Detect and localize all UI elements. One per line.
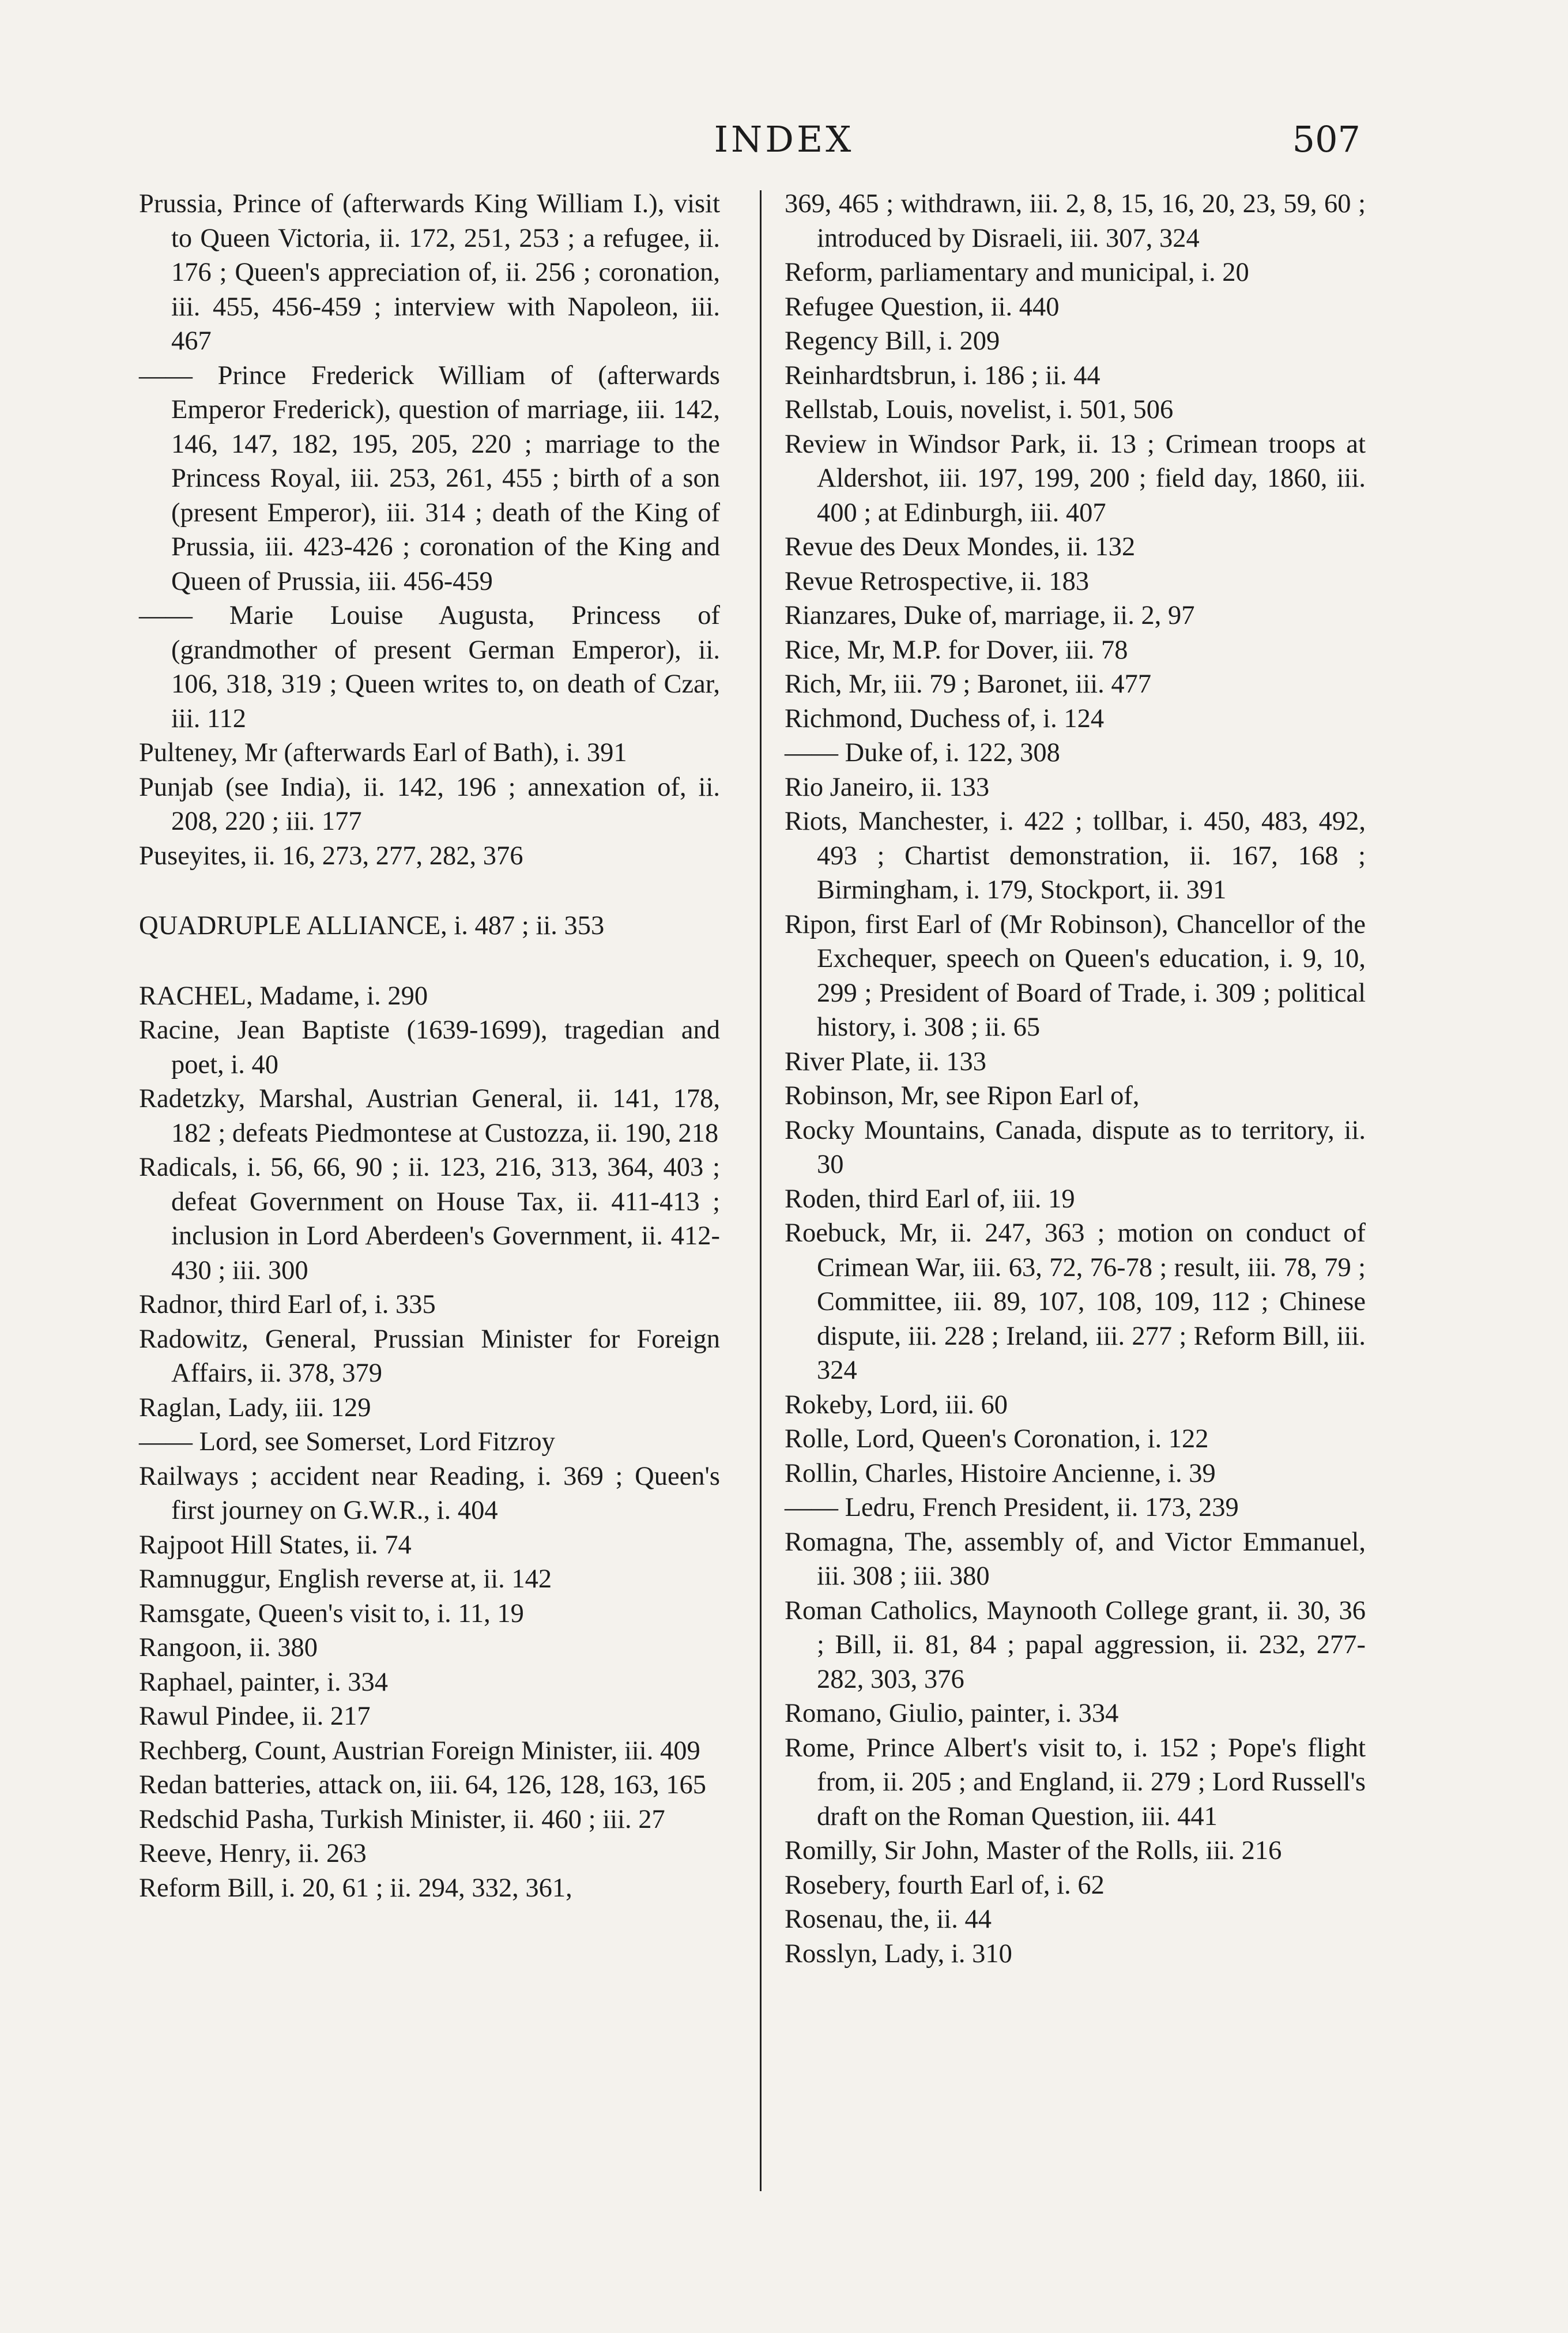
index-entry: Puseyites, ii. 16, 273, 277, 282, 376 xyxy=(139,841,523,871)
index-entry: Punjab (see India), ii. 142, 196 ; annexation of, ii. 208, 220 ; iii. 177 xyxy=(139,772,720,836)
page-number: 507 xyxy=(1292,118,1360,160)
index-entry: Rawul Pindee, ii. 217 xyxy=(139,1702,371,1731)
index-entry: Riots, Manchester, i. 422 ; tollbar, i. 450, 483, 492, 493 ; Chartist demonstration, ii. 167, 168 ; Birmingham, i. 179, Stockport, ii. 391 xyxy=(785,807,1366,905)
index-entry: Rollin, Charles, Histoire Ancienne, i. 39 xyxy=(785,1458,1216,1488)
index-entry: —— Duke of, i. 122, 308 xyxy=(785,738,1060,767)
index-entry: Radnor, third Earl of, i. 335 xyxy=(139,1290,436,1319)
index-entry: Rellstab, Louis, novelist, i. 501, 506 xyxy=(785,395,1174,424)
section-gap xyxy=(139,943,720,979)
index-entry: Reform, parliamentary and municipal, i. 20 xyxy=(785,258,1249,287)
index-entry: Radicals, i. 56, 66, 90 ; ii. 123, 216, 313, 364, 403 ; defeat Government on House Tax, ii. 411-413 ; inclusion in Lord Aberdeen's Government, ii. 412-430 ; iii. 300 xyxy=(139,1153,720,1285)
index-entry: Revue des Deux Mondes, ii. 132 xyxy=(785,532,1136,562)
index-entry: —— Prince Frederick William of (afterwards Emperor Frederick), question of marriage, iii. 142, 146, 147, 182, 195, 205, 220 ; marriage to the Princess Royal, iii. 253, 261, 455 ; birth of a son (present Emperor), iii. 314 ; death of the King of Prussia, iii. 423-426 ; coronation of the King and Queen of Prussia, iii. 456-459 xyxy=(139,360,720,596)
index-entry: Rich, Mr, iii. 79 ; Baronet, iii. 477 xyxy=(785,669,1152,699)
index-entry: Revue Retrospective, ii. 183 xyxy=(785,566,1090,596)
index-entry: Rice, Mr, M.P. for Dover, iii. 78 xyxy=(785,635,1128,665)
index-entry: —— Ledru, French President, ii. 173, 239 xyxy=(785,1493,1239,1522)
index-entry: Railways ; accident near Reading, i. 369 ; Queen's first journey on G.W.R., i. 404 xyxy=(139,1461,720,1525)
index-entry: Rocky Mountains, Canada, dispute as to territory, ii. 30 xyxy=(785,1115,1366,1179)
index-entry: Racine, Jean Baptiste (1639-1699), tragedian and poet, i. 40 xyxy=(139,1015,720,1079)
index-entry: Roden, third Earl of, iii. 19 xyxy=(785,1184,1075,1214)
index-entry: Review in Windsor Park, ii. 13 ; Crimean troops at Aldershot, iii. 197, 199, 200 ; field day, 1860, iii. 400 ; at Edinburgh, iii. 407 xyxy=(785,429,1366,528)
index-entry: Reform Bill, i. 20, 61 ; ii. 294, 332, 361, xyxy=(139,1873,572,1903)
index-entry: Radowitz, General, Prussian Minister for Foreign Affairs, ii. 378, 379 xyxy=(139,1324,720,1388)
index-entry: Rianzares, Duke of, marriage, ii. 2, 97 xyxy=(785,601,1195,630)
index-entry: QUADRUPLE ALLIANCE, i. 487 ; ii. 353 xyxy=(139,911,605,940)
index-entry: Refugee Question, ii. 440 xyxy=(785,292,1060,322)
index-entry: Reeve, Henry, ii. 263 xyxy=(139,1839,367,1868)
index-entry: Raphael, painter, i. 334 xyxy=(139,1667,389,1697)
index-entry: —— Marie Louise Augusta, Princess of (grandmother of present German Emperor), ii. 106, 318, 319 ; Queen writes to, on death of Czar, iii. 112 xyxy=(139,601,720,733)
index-entry: River Plate, ii. 133 xyxy=(785,1047,986,1077)
index-entry: 369, 465 ; withdrawn, iii. 2, 8, 15, 16, 20, 23, 59, 60 ; introduced by Disraeli, iii. 307, 324 xyxy=(785,189,1366,253)
index-entry: Rosenau, the, ii. 44 xyxy=(785,1905,992,1934)
index-entry: Romagna, The, assembly of, and Victor Emmanuel, iii. 308 ; iii. 380 xyxy=(785,1527,1366,1591)
index-entry: Rome, Prince Albert's visit to, i. 152 ; Pope's flight from, ii. 205 ; and England, ii. 279 ; Lord Russell's draft on the Roman Question, iii. 441 xyxy=(785,1733,1366,1831)
index-entry: Ripon, first Earl of (Mr Robinson), Chancellor of the Exchequer, speech on Queen's education, i. 9, 10, 299 ; President of Board of Trade, i. 309 ; political history, i. 308 ; ii. 65 xyxy=(785,909,1366,1042)
index-entry: Pulteney, Mr (afterwards Earl of Bath), i. 391 xyxy=(139,738,627,767)
index-entry: Richmond, Duchess of, i. 124 xyxy=(785,703,1105,733)
index-entry: RACHEL, Madame, i. 290 xyxy=(139,981,428,1011)
page-title: INDEX xyxy=(714,118,854,160)
index-entry: Romano, Giulio, painter, i. 334 xyxy=(785,1699,1119,1728)
index-entry: Rosebery, fourth Earl of, i. 62 xyxy=(785,1870,1105,1900)
index-entry: Redan batteries, attack on, iii. 64, 126, 128, 163, 165 xyxy=(139,1770,707,1800)
index-entry: Redschid Pasha, Turkish Minister, ii. 460 ; iii. 27 xyxy=(139,1804,665,1834)
index-entry: Ramsgate, Queen's visit to, i. 11, 19 xyxy=(139,1598,524,1628)
index-entry: Rangoon, ii. 380 xyxy=(139,1633,318,1662)
section-gap xyxy=(139,873,720,909)
index-entry: Raglan, Lady, iii. 129 xyxy=(139,1393,371,1423)
index-entry: —— Lord, see Somerset, Lord Fitzroy xyxy=(139,1427,555,1457)
index-entry: Rio Janeiro, ii. 133 xyxy=(785,772,990,802)
column-divider xyxy=(760,190,762,2191)
index-column-left xyxy=(139,187,720,1905)
index-entry: Radetzky, Marshal, Austrian General, ii. 141, 178, 182 ; defeats Piedmontese at Custozza, ii. 190, 218 xyxy=(139,1084,720,1148)
index-entry: Rokeby, Lord, iii. 60 xyxy=(785,1390,1008,1420)
index-entry: Romilly, Sir John, Master of the Rolls, iii. 216 xyxy=(785,1836,1282,1865)
index-entry: Regency Bill, i. 209 xyxy=(785,326,1000,356)
index-entry: Reinhardtsbrun, i. 186 ; ii. 44 xyxy=(785,360,1100,390)
index-entry: Roman Catholics, Maynooth College grant, ii. 30, 36 ; Bill, ii. 81, 84 ; papal aggression, ii. 232, 277-282, 303, 376 xyxy=(785,1596,1366,1694)
index-column-right xyxy=(785,187,1366,1971)
index-entry: Rolle, Lord, Queen's Coronation, i. 122 xyxy=(785,1424,1209,1454)
index-entry: Ramnuggur, English reverse at, ii. 142 xyxy=(139,1564,552,1594)
page-header xyxy=(0,118,1568,182)
index-entry: Prussia, Prince of (afterwards King William I.), visit to Queen Victoria, ii. 172, 251, 253 ; a refugee, ii. 176 ; Queen's appreciation of, ii. 256 ; coronation, iii. 455, 456-459 ; interview with Napoleon, iii. 467 xyxy=(139,189,720,356)
index-entry: Robinson, Mr, see Ripon Earl of, xyxy=(785,1081,1140,1111)
index-entry: Rajpoot Hill States, ii. 74 xyxy=(139,1530,412,1560)
index-entry: Rosslyn, Lady, i. 310 xyxy=(785,1939,1012,1969)
index-entry: Roebuck, Mr, ii. 247, 363 ; motion on conduct of Crimean War, iii. 63, 72, 76-78 ; result, iii. 78, 79 ; Committee, iii. 89, 107, 108, 109, 112 ; Chinese dispute, iii. 228 ; Ireland, iii. 277 ; Reform Bill, iii. 324 xyxy=(785,1218,1366,1385)
index-entry: Rechberg, Count, Austrian Foreign Minister, iii. 409 xyxy=(139,1736,700,1766)
